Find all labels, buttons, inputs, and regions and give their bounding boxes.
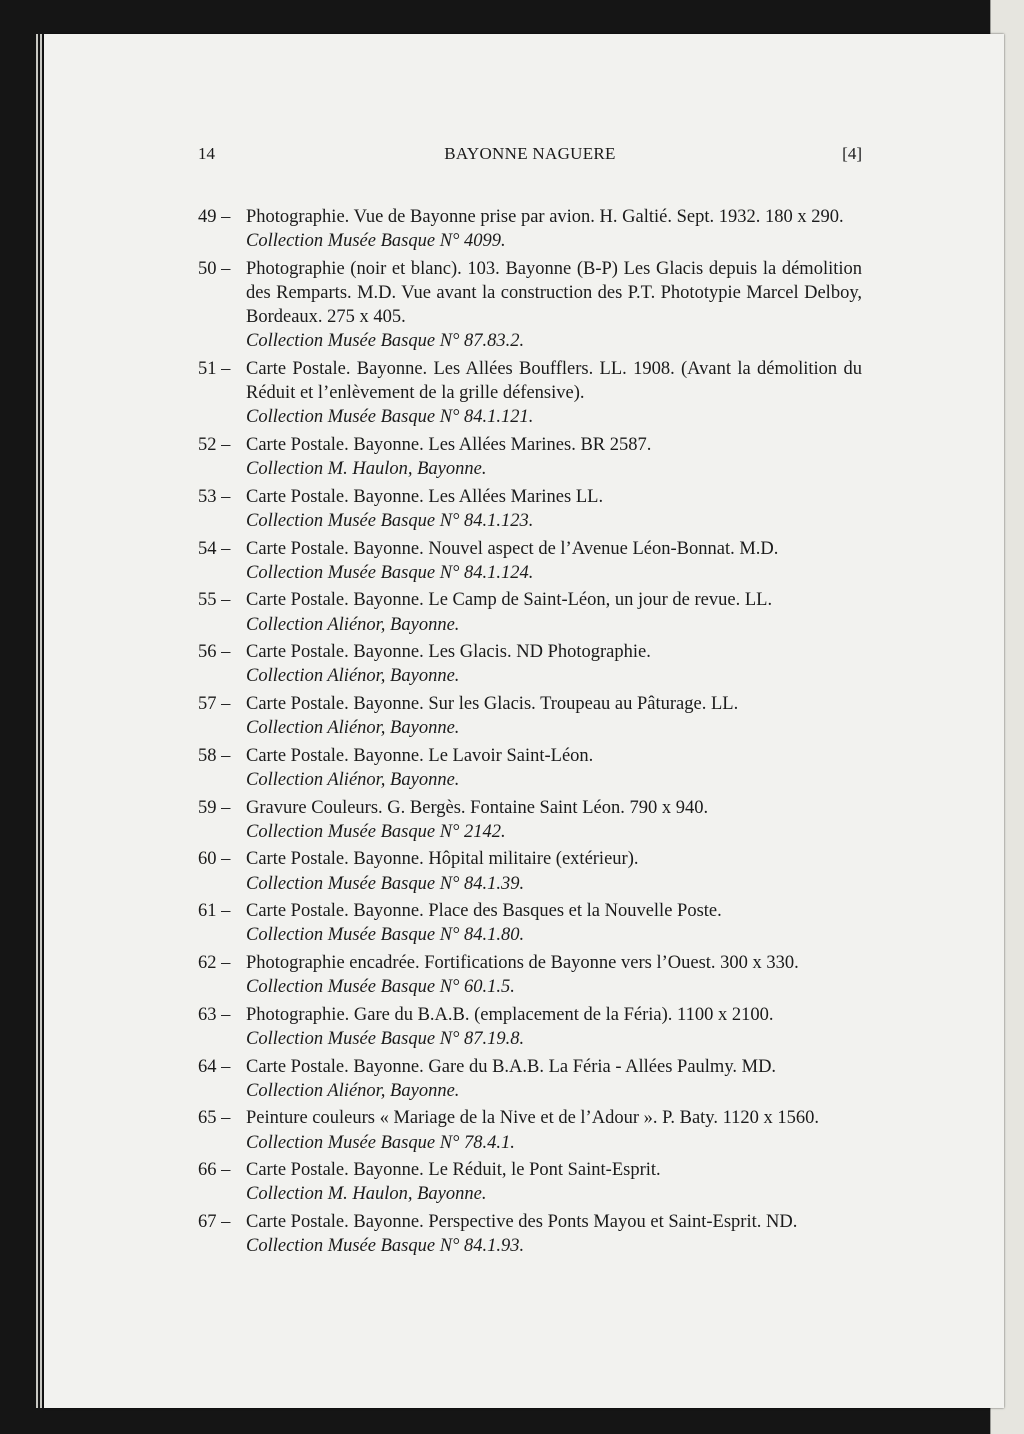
- catalogue-entry: [198, 257, 862, 354]
- entry-number: 55 –: [198, 590, 231, 611]
- catalogue-entry: [198, 588, 862, 636]
- entry-collection: Collection Musée Basque N° 2142.: [246, 821, 506, 842]
- entry-description: Carte Postale. Bayonne. Le Réduit, le Pont Saint-Esprit.: [246, 1160, 661, 1181]
- entry-description: Photographie encadrée. Fortifications de Bayonne vers l’Ouest. 300 x 330.: [246, 952, 799, 973]
- entry-description: Carte Postale. Bayonne. Gare du B.A.B. La Féria - Allées Paulmy. MD.: [246, 1056, 777, 1077]
- entry-description: Carte Postale. Bayonne. Le Lavoir Saint-Léon.: [246, 745, 594, 766]
- catalogue-list: [198, 205, 862, 1262]
- entry-collection: Collection Aliénor, Bayonne.: [246, 666, 460, 687]
- page-number: 14: [198, 144, 215, 163]
- catalogue-entry: [198, 537, 862, 585]
- entry-number: 65 –: [198, 1108, 231, 1129]
- entry-number: 49 –: [198, 207, 231, 227]
- catalogue-entry: [198, 485, 862, 533]
- entry-number: 53 –: [198, 486, 231, 507]
- entry-number: 51 –: [198, 359, 231, 379]
- page-stack-edge: [36, 34, 38, 1408]
- entry-description: Carte Postale. Bayonne. Nouvel aspect de l’Avenue Léon-Bonnat. M.D.: [246, 538, 779, 559]
- entry-number: 62 –: [198, 952, 231, 973]
- entry-number: 64 –: [198, 1056, 231, 1077]
- catalogue-entry: [198, 1210, 862, 1258]
- catalogue-entry: [198, 1158, 862, 1206]
- entry-collection: Collection M. Haulon, Bayonne.: [246, 459, 487, 480]
- entry-number: 52 –: [198, 435, 231, 455]
- entry-collection: Collection Musée Basque N° 87.83.2.: [246, 331, 525, 352]
- entry-number: 50 –: [198, 258, 231, 279]
- catalogue-entry: [198, 640, 862, 688]
- entry-number: 57 –: [198, 693, 231, 714]
- entry-number: 56 –: [198, 642, 231, 663]
- catalogue-entry: [198, 692, 862, 740]
- entry-collection: Collection Musée Basque N° 78.4.1.: [246, 1132, 515, 1153]
- entry-description: Photographie. Gare du B.A.B. (emplacement de la Féria). 1100 x 2100.: [246, 1004, 774, 1025]
- entry-collection: Collection Aliénor, Bayonne.: [246, 614, 460, 635]
- entry-collection: Collection Musée Basque N° 84.1.121.: [246, 407, 534, 428]
- catalogue-entry: [198, 1055, 862, 1103]
- entry-number: 54 –: [198, 538, 231, 559]
- entry-number: 59 –: [198, 797, 231, 818]
- entry-description: Peinture couleurs « Mariage de la Nive et de l’Adour ». P. Baty. 1120 x 1560.: [246, 1108, 820, 1129]
- entry-description: Carte Postale. Bayonne. Sur les Glacis. Troupeau au Pâturage. LL.: [246, 693, 739, 714]
- catalogue-entry: [198, 951, 862, 999]
- entry-description: Photographie. Vue de Bayonne prise par avion. H. Galtié. Sept. 1932. 180 x 290.: [246, 207, 844, 227]
- entry-collection: Collection Musée Basque N° 84.1.124.: [246, 562, 534, 583]
- entry-collection: Collection Musée Basque N° 87.19.8.: [246, 1028, 525, 1049]
- entry-description: Carte Postale. Bayonne. Hôpital militaire (extérieur).: [246, 849, 639, 870]
- entry-description: Carte Postale. Bayonne. Place des Basques et la Nouvelle Poste.: [246, 901, 722, 922]
- entry-number: 63 –: [198, 1004, 231, 1025]
- catalogue-entry: [198, 1106, 862, 1154]
- entry-description: Carte Postale. Bayonne. Les Allées Marines. BR 2587.: [246, 435, 652, 455]
- entry-collection: Collection Musée Basque N° 84.1.39.: [246, 873, 525, 894]
- entry-description: Carte Postale. Bayonne. Les Allées Boufflers. LL. 1908. (Avant la démolition du Réduit et l’enlèvement de la grille défensive).: [246, 359, 862, 404]
- entry-description: Carte Postale. Bayonne. Le Camp de Saint-Léon, un jour de revue. LL.: [246, 590, 773, 611]
- catalogue-entry: [198, 1003, 862, 1051]
- catalogue-entry: [198, 744, 862, 792]
- entry-collection: Collection Musée Basque N° 4099.: [246, 231, 506, 252]
- page-stack-edge: [40, 34, 42, 1408]
- entry-collection: Collection Aliénor, Bayonne.: [246, 718, 460, 739]
- catalogue-entry: [198, 899, 862, 947]
- catalogue-entry: [198, 847, 862, 895]
- entry-number: 67 –: [198, 1211, 231, 1232]
- running-title: BAYONNE NAGUERE: [444, 144, 616, 163]
- catalogue-entry: [198, 357, 862, 430]
- catalogue-entry: [198, 205, 862, 253]
- entry-description: Carte Postale. Bayonne. Perspective des Ponts Mayou et Saint-Esprit. ND.: [246, 1211, 798, 1232]
- entry-number: 58 –: [198, 745, 231, 766]
- entry-collection: Collection Musée Basque N° 60.1.5.: [246, 977, 515, 998]
- running-header: [198, 144, 862, 166]
- entry-number: 61 –: [198, 901, 231, 922]
- entry-number: 66 –: [198, 1160, 231, 1181]
- entry-number: 60 –: [198, 849, 231, 870]
- section-marker: [4]: [842, 144, 862, 163]
- entry-collection: Collection Musée Basque N° 84.1.93.: [246, 1236, 525, 1257]
- entry-description: Photographie (noir et blanc). 103. Bayonne (B-P) Les Glacis depuis la démolition des Remparts. M.D. Vue avant la construction des P.T. Phototypie Marcel Delboy, Bordeaux. 275 x 405.: [246, 258, 862, 328]
- entry-description: Gravure Couleurs. G. Bergès. Fontaine Saint Léon. 790 x 940.: [246, 797, 709, 818]
- entry-description: Carte Postale. Bayonne. Les Glacis. ND Photographie.: [246, 642, 651, 663]
- entry-description: Carte Postale. Bayonne. Les Allées Marines LL.: [246, 486, 604, 507]
- entry-collection: Collection Musée Basque N° 84.1.123.: [246, 511, 534, 531]
- catalogue-entry: [198, 433, 862, 481]
- catalogue-entry: [198, 796, 862, 844]
- entry-collection: Collection Musée Basque N° 84.1.80.: [246, 925, 525, 946]
- entry-collection: Collection Aliénor, Bayonne.: [246, 1080, 460, 1101]
- entry-collection: Collection Aliénor, Bayonne.: [246, 769, 460, 790]
- entry-collection: Collection M. Haulon, Bayonne.: [246, 1184, 487, 1205]
